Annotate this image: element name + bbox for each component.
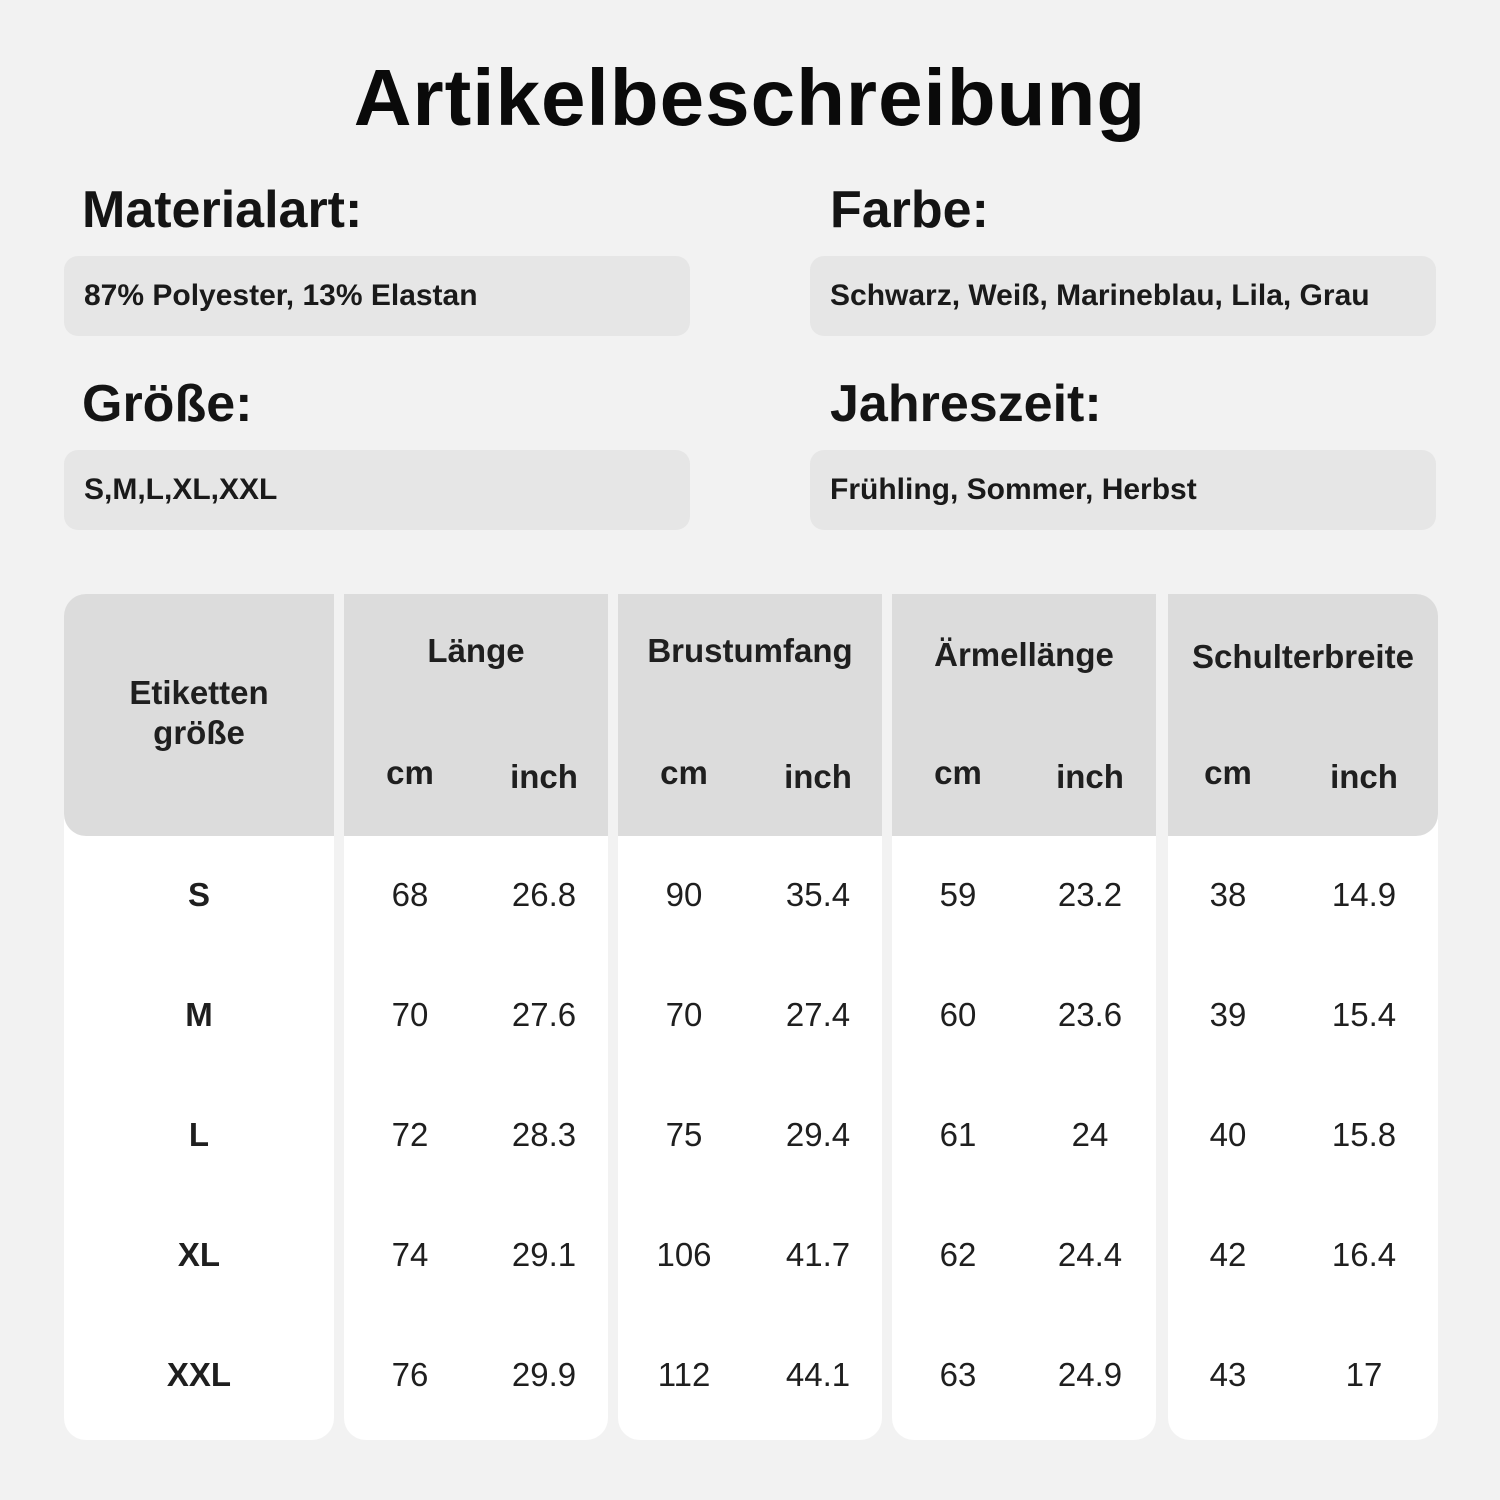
row-size-label: XXL [166, 1356, 232, 1393]
unit-cm: cm [934, 754, 982, 791]
color-label: Farbe: [830, 181, 989, 239]
table-cell: 63 [939, 1356, 977, 1393]
season-label: Jahreszeit: [830, 375, 1102, 433]
size-value-box [64, 450, 690, 530]
table-cell: 23.6 [1057, 996, 1123, 1033]
table-cell: 27.6 [511, 996, 577, 1033]
table-cell: 35.4 [785, 876, 851, 913]
table-cell: 72 [391, 1116, 429, 1153]
table-cell: 68 [391, 876, 429, 913]
table-cell: 62 [939, 1236, 977, 1273]
table-cell: 70 [391, 996, 429, 1033]
table-column-brustumfang [618, 594, 882, 1440]
table-cell: 90 [665, 876, 703, 913]
table-cell: 23.2 [1057, 876, 1123, 913]
label-header-line1: Etiketten [129, 674, 269, 711]
table-cell: 38 [1209, 876, 1247, 913]
label-header-line2: größe [153, 714, 245, 751]
group-header-schulterbreite: Schulterbreite [1192, 638, 1414, 675]
table-cell: 59 [939, 876, 977, 913]
table-cell: 24 [1071, 1116, 1109, 1153]
table-cell: 40 [1209, 1116, 1247, 1153]
unit-cm: cm [386, 754, 434, 791]
table-cell: 75 [665, 1116, 703, 1153]
table-cell: 70 [665, 996, 703, 1033]
unit-cm: cm [660, 754, 708, 791]
table-column-size-label [64, 594, 334, 1440]
table-header-cell [618, 594, 882, 836]
color-value-box [810, 256, 1436, 336]
table-cell: 26.8 [511, 876, 577, 913]
table-header-cell [892, 594, 1156, 836]
row-size-label: M [185, 996, 213, 1033]
table-cell: 14.9 [1331, 876, 1397, 913]
table-cell: 60 [939, 996, 977, 1033]
page-title: Artikelbeschreibung [353, 53, 1147, 142]
table-column-schulterbreite [1168, 594, 1438, 1440]
table-cell: 43 [1209, 1356, 1247, 1393]
table-cell: 39 [1209, 996, 1247, 1033]
unit-cm: cm [1204, 754, 1252, 791]
season-value-box [810, 450, 1436, 530]
table-cell: 61 [939, 1116, 977, 1153]
table-cell: 16.4 [1331, 1236, 1397, 1273]
material-value: 87% Polyester, 13% Elastan [84, 279, 478, 312]
group-header-brustumfang: Brustumfang [647, 632, 853, 669]
unit-inch: inch [510, 758, 578, 795]
table-cell: 15.8 [1331, 1116, 1397, 1153]
table-cell: 74 [391, 1236, 429, 1273]
table-column-aermellaenge [892, 594, 1156, 1440]
table-cell: 42 [1209, 1236, 1247, 1273]
season-value: Frühling, Sommer, Herbst [830, 473, 1197, 506]
table-cell: 41.7 [785, 1236, 851, 1273]
unit-inch: inch [1056, 758, 1124, 795]
size-table [64, 594, 1438, 1440]
table-cell: 44.1 [785, 1356, 851, 1393]
color-value: Schwarz, Weiß, Marineblau, Lila, Grau [830, 279, 1370, 312]
table-cell: 27.4 [785, 996, 851, 1033]
table-cell: 28.3 [511, 1116, 577, 1153]
unit-inch: inch [1330, 758, 1398, 795]
row-size-label: L [188, 1116, 210, 1153]
group-header-aermellaenge: Ärmellänge [934, 636, 1114, 673]
table-cell: 17 [1345, 1356, 1383, 1393]
table-column-laenge [344, 594, 608, 1440]
table-header-cell [1168, 594, 1438, 836]
table-header-cell [344, 594, 608, 836]
table-cell: 15.4 [1331, 996, 1397, 1033]
size-label: Größe: [82, 375, 253, 433]
table-cell: 76 [391, 1356, 429, 1393]
table-cell: 29.1 [511, 1236, 577, 1273]
material-value-box [64, 256, 690, 336]
material-label: Materialart: [82, 181, 363, 239]
unit-inch: inch [784, 758, 852, 795]
table-cell: 24.4 [1057, 1236, 1123, 1273]
row-size-label: XL [177, 1236, 221, 1273]
table-cell: 29.9 [511, 1356, 577, 1393]
group-header-laenge: Länge [427, 632, 525, 669]
row-size-label: S [187, 876, 210, 913]
table-cell: 106 [656, 1236, 712, 1273]
table-cell: 24.9 [1057, 1356, 1123, 1393]
table-header-cell [64, 594, 334, 836]
table-cell: 29.4 [785, 1116, 851, 1153]
size-value: S,M,L,XL,XXL [84, 473, 278, 506]
table-cell: 112 [657, 1356, 711, 1393]
